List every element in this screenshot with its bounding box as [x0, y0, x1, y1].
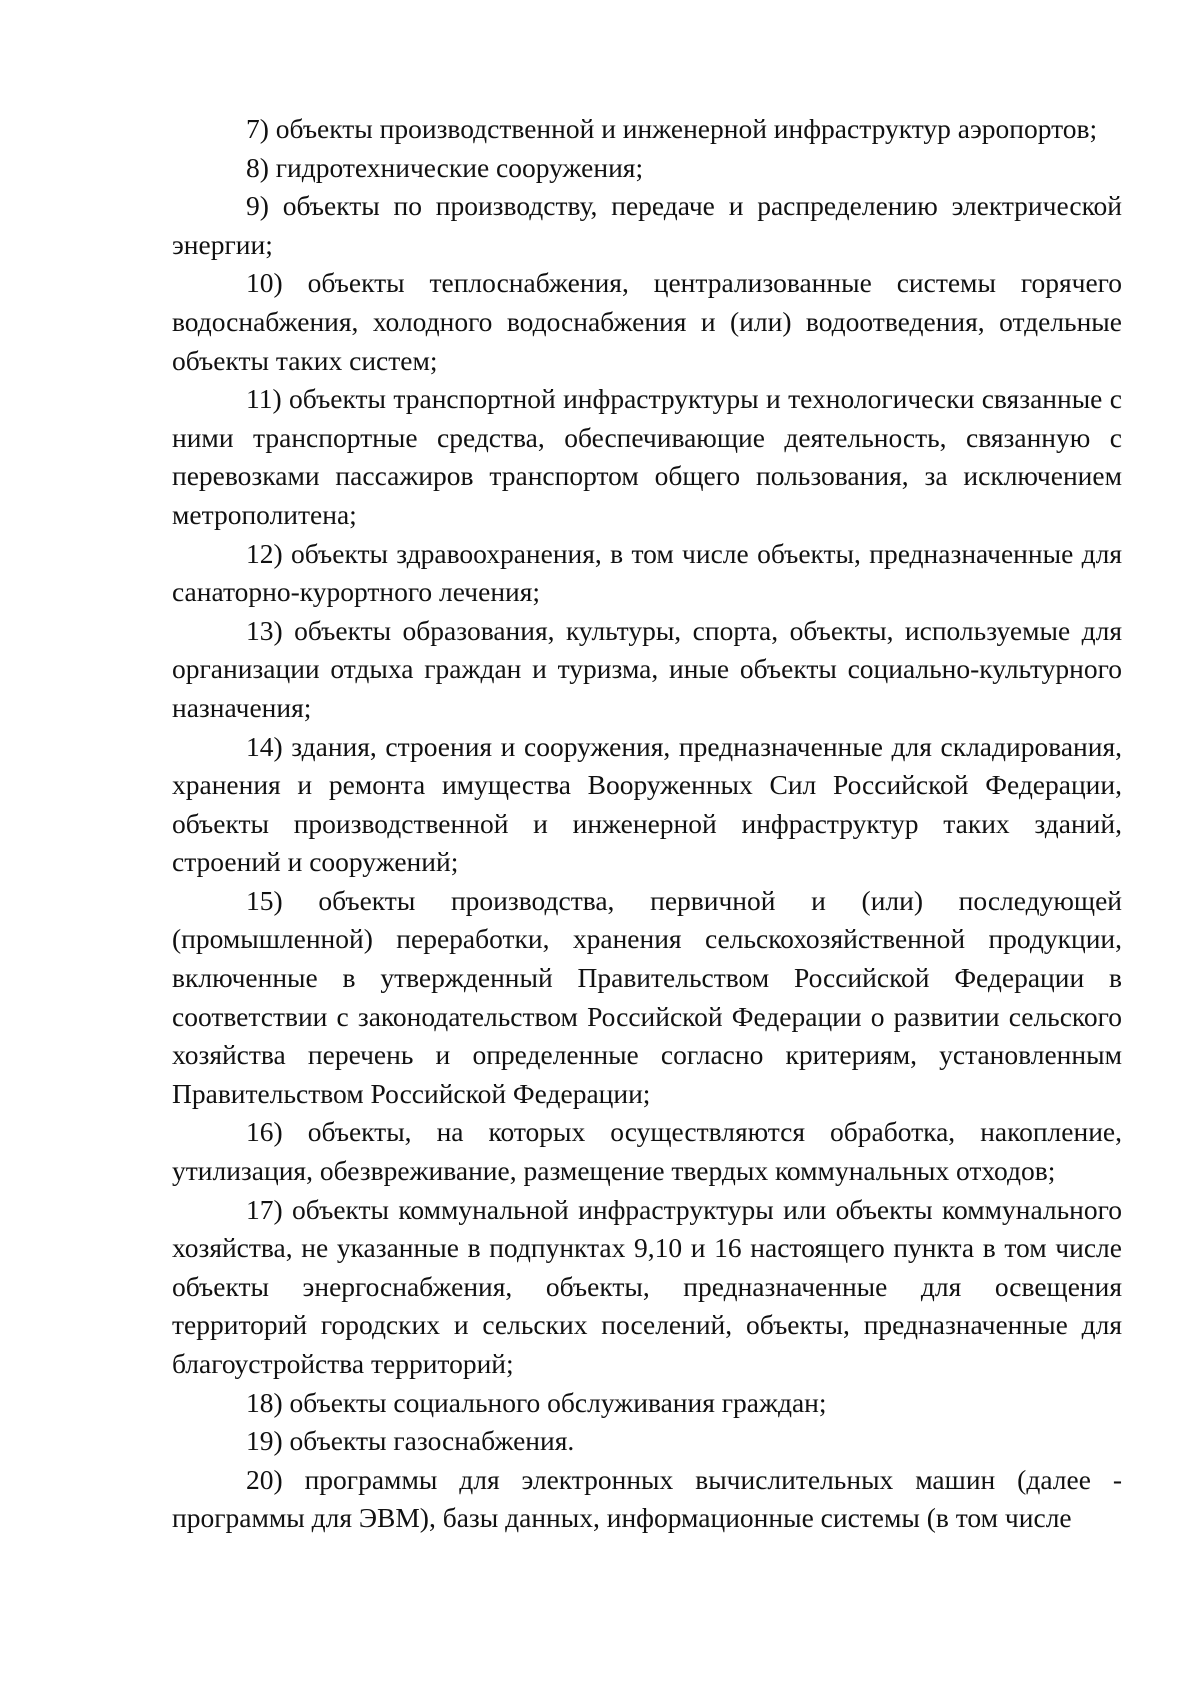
list-item: 10) объекты теплоснабжения, централизованные системы горячего водоснабжения, холодного водоснабжения и (или) водоотведения, отдельные объекты таких систем;	[172, 267, 1122, 376]
list-item: 7) объекты производственной и инженерной инфраструктур аэропортов;	[246, 113, 1098, 144]
list-item: 17) объекты коммунальной инфраструктуры или объекты коммунального хозяйства, не указанные в подпунктах 9,10 и 16 настоящего пункта в том числе объекты энергоснабжения, объекты, предназначенные для освещения территорий городских и сельских поселений, объекты, предназначенные для благоустройства территорий;	[172, 1193, 1122, 1379]
list-item: 9) объекты по производству, передаче и распределению электрической энергии;	[172, 190, 1122, 260]
list-item: 8) гидротехнические сооружения;	[246, 151, 644, 183]
list-item: 11) объекты транспортной инфраструктуры и технологически связанные с ними транспортные средства, обеспечивающие деятельность, связанную с перевозками пассажиров транспортом общего пользования, за исключением метрополитена;	[172, 383, 1122, 530]
document-page	[172, 110, 1122, 1538]
list-item: 12) объекты здравоохранения, в том числе объекты, предназначенные для санаторно-курортного лечения;	[172, 537, 1122, 608]
list-item: 18) объекты социального обслуживания граждан;	[246, 1386, 827, 1418]
list-item: 16) объекты, на которых осуществляются обработка, накопление, утилизация, обезвреживание, размещение твердых коммунальных отходов;	[172, 1116, 1122, 1187]
list-item: 14) здания, строения и сооружения, предназначенные для складирования, хранения и ремонта имущества Вооруженных Сил Российской Федерации, объекты производственной и инженерной инфраструктур таких зданий, строений и сооружений;	[172, 730, 1122, 878]
list-item: 20) программы для электронных вычислительных машин (далее - программы для ЭВМ), базы данных, информационные системы (в том числе	[172, 1463, 1122, 1534]
list-item: 13) объекты образования, культуры, спорта, объекты, используемые для организации отдыха граждан и туризма, иные объекты социально-культурного назначения;	[172, 614, 1122, 723]
list-item: 15) объекты производства, первичной и (или) последующей (промышленной) переработки, хранения сельскохозяйственной продукции, включенные в утвержденный Правительством Российской Федерации в соответствии с законодательством Российской Федерации о развитии сельского хозяйства перечень и определенные согласно критериям, установленным Правительством Российской Федерации;	[172, 884, 1122, 1109]
list-item: 19) объекты газоснабжения.	[246, 1425, 575, 1457]
